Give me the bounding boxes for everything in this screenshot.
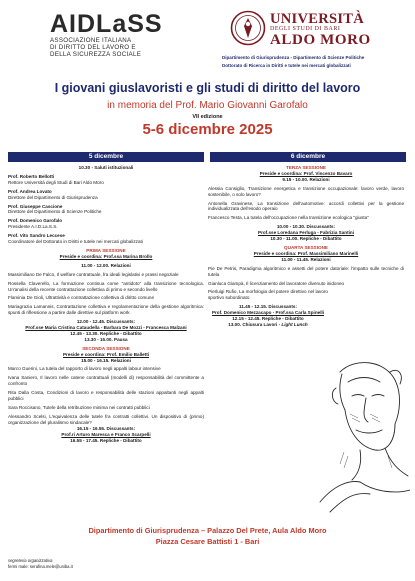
replies-time: 10.30 - 11.00. Repliche - Dibattito [270, 236, 342, 242]
talk-item: Marco Guerini, La tutela del rapporto di lavoro negli appalti labour intensive [8, 366, 161, 372]
talk-item: Alessandro Scelsi, L'equivalenza delle tutele fra contratti collettivi. Un dispositivo di (primo) organizzazione del pluralismo sindacale? [8, 413, 204, 425]
header [0, 0, 415, 76]
page-title: I giovani giuslavoristi e gli studi di diritto del lavoro [54, 81, 361, 95]
department-line-2: Dottorato di Ricerca in Diritti e tutele nei mercati globalizzati [222, 63, 351, 68]
secretary-label: segreteria organizzativa [8, 558, 53, 563]
discussants-time: 16.15 - 16.55. Discussants: [76, 425, 136, 431]
talk-item: Ivana Saniero, Il lavoro nelle catene contrattuali (modelli di) responsabilità del committente a confronto [8, 375, 204, 387]
discussants-names: Prof. Domenico Mezzacapo - Prof.ssa Carla Spinelli [211, 310, 325, 316]
session-title: PRIMA SESSIONE [86, 247, 126, 253]
speaker-role: Direttore del Dipartimento di Scienze Politiche [8, 209, 102, 215]
session-chair: Preside e coordina: Prof. Vincenzo Bavaro [259, 170, 353, 176]
portrait-sketch-illustration [300, 352, 410, 517]
organizing-secretary [8, 558, 73, 569]
university-city: ALDO MORO [270, 32, 371, 48]
talk-item: Massimiliano De Falco, Il welfare contrattuale, fra ideali legislativi e prassi negoziale [8, 271, 179, 277]
replies-time: 12.15 - 12.45. Repliche - Dibattito [232, 316, 304, 322]
greetings-time: 10.30 - Saluti istituzionali [78, 165, 134, 170]
session-title: QUARTA SESSIONE [284, 244, 328, 250]
speaker-name: Prof. Vito Sandro Leccese [8, 233, 65, 239]
discussants-names: Prof.sse Maria Cristina Cataudella - Barbara De Mozzi - Francesca Malzani [25, 325, 187, 331]
session-title: TERZA SESSIONE [286, 165, 326, 170]
replies-time: 12.45 - 13.30. Repliche - Dibattito [70, 330, 142, 336]
pause-time: 13.30 - 15.00. Pausa [84, 336, 128, 342]
talk-item: Rossella Claverello, La formazione continua come "antidoto" alla transizione tecnologica. Un'analisi della recente contrattazione collettiva di primo e secondo livello [8, 280, 204, 292]
aidlass-line-2: DI DIRITTO DEL LAVORO E [50, 44, 136, 51]
talk-item: Antonella Gravinese, La transizione dell'automotive: accordi collettivi per la gestione individualizzata dell'esodo operaio [208, 200, 404, 212]
discussants-time: 12.00 - 12.45. Discussants: [76, 319, 136, 325]
session-time: 15.00 - 16.15. Relazioni [81, 357, 131, 363]
edition-label: VII edizione [192, 114, 223, 120]
discussants-names: Prof.sse Loredana Ferluga - Fabrizia Santini [258, 230, 354, 236]
aidlass-mark: AIDLaSS [50, 10, 163, 38]
university-subtitle: DEGLI STUDI DI BARI [270, 26, 341, 32]
talk-item: Gianluca Giampà, Il licenziamento del lavoratore divenuto inidoneo [208, 280, 345, 286]
speaker-name: Prof. Giuseppe Cascione [8, 203, 63, 209]
university-name: UNIVERSITÀ [270, 11, 365, 27]
discussants-time: 10.00 - 10.30. Discussants: [276, 224, 336, 230]
discussants-time: 11.45 - 12.15. Discussants: [239, 304, 297, 310]
speaker-role: Direttore del Dipartimento di Giurisprudenza [8, 194, 98, 200]
address: Piazza Cesare Battisti 1 - Bari [155, 537, 260, 546]
aidlass-line-3: DELLA SICUREZZA SOCIALE [50, 51, 142, 58]
university-seal-icon [230, 10, 266, 46]
speaker-name: Prof. Andrea Lovato [8, 188, 52, 194]
title-block [0, 78, 415, 138]
talk-item: Pierluigi Rufio, La morfologia del potere direttivo nel lavoro sportivo subordinato [208, 289, 328, 301]
footer [0, 525, 415, 547]
day-header-left: 5 dicembre [8, 152, 204, 162]
secretary-contact[interactable]: fermi male: serafina.mele@uniba.it [8, 563, 73, 569]
session-time: 9.15 - 10.00. Relazioni [282, 176, 330, 182]
talk-item: Mariagrazia Lamannis, Contrattazione collettiva e regolamentazione della gestione algoritmica: spunti di riflessione a partire dalle direttive sul platform work [8, 304, 204, 316]
talk-item: Alessia Consiglio, Transizione energetica e transizione occupazionale: lavoro verde, lavoro sostenibile, o solo lavoro? [208, 185, 404, 197]
aidlass-logo [50, 12, 200, 72]
session-chair: Preside e coordina: Prof. Emilio Balletti [62, 351, 150, 357]
closing-lunch: Light Lunch [281, 321, 308, 327]
talk-item: Francesco Testa, La tutela dell'occupazione nella transizione ecologica "giusta" [208, 215, 369, 221]
session-time: 11.00 - 11.45. Relazioni [281, 256, 331, 262]
university-logo [230, 8, 410, 53]
discussants-names: Prof.ri Arturo Maresca e Franco Scarpelli [61, 431, 151, 437]
session-chair: Preside e coordina: Prof.ssa Marina Brollo [59, 253, 153, 259]
speaker-name: Prof. Roberto Bellotti [8, 173, 55, 179]
program-day-1 [8, 165, 204, 443]
talk-item: Rita Dalla Costa, Condizioni di lavoro e responsabilità delle stazioni appaltanti negli appalti pubblici [8, 390, 204, 402]
speaker-role: Coordinatore del Dottorato in Diritti e tutele nei mercati globalizzati [8, 239, 143, 245]
speaker-name: Prof. Domenico Garofalo [8, 218, 63, 224]
talk-item: Pie De Petris, Paradigma algoritmico e assetti del potere datoriale: l'impatto sulle tecniche di tutela [208, 265, 404, 277]
venue: Dipartimento di Giurisprudenza – Palazzo Del Prete, Aula Aldo Moro [88, 526, 327, 535]
session-chair: Preside e coordina: Prof. Massimiliano Marinelli [253, 250, 359, 256]
replies-time: 16.55 - 17.45. Repliche - Dibattito [70, 437, 142, 443]
session-title: SECONDA SESSIONE [82, 345, 130, 351]
speaker-role: Presidente A.I.D.La.S.S. [8, 224, 58, 230]
session-time: 11.00 - 12.00. Relazioni [81, 262, 131, 268]
speaker-role: Rettore Università degli Studi di Bari Aldo Moro [8, 179, 104, 185]
closing-line [208, 322, 328, 328]
program-day-2 [208, 165, 404, 328]
talk-item: Flaminia De Gioli, Ultrattività e contrattazione collettiva di diritto comune [8, 295, 155, 301]
department-line-1: Dipartimento di Giurisprudenza - Dipartimento di Scienze Politiche [222, 55, 365, 60]
university-wordmark [270, 12, 371, 48]
talk-item: Sara Roccisano, Tutele della retribuzione minima nei contratti pubblici [8, 405, 150, 410]
closing-label: 13.00. Chiusura Lavori - [228, 321, 282, 327]
event-dates: 5-6 dicembre 2025 [142, 121, 273, 138]
aidlass-line-1: ASSOCIAZIONE ITALIANA [50, 37, 132, 44]
memorial-subtitle: in memoria del Prof. Mario Giovanni Garofalo [107, 100, 308, 111]
day-header-right: 6 dicembre [210, 152, 406, 162]
